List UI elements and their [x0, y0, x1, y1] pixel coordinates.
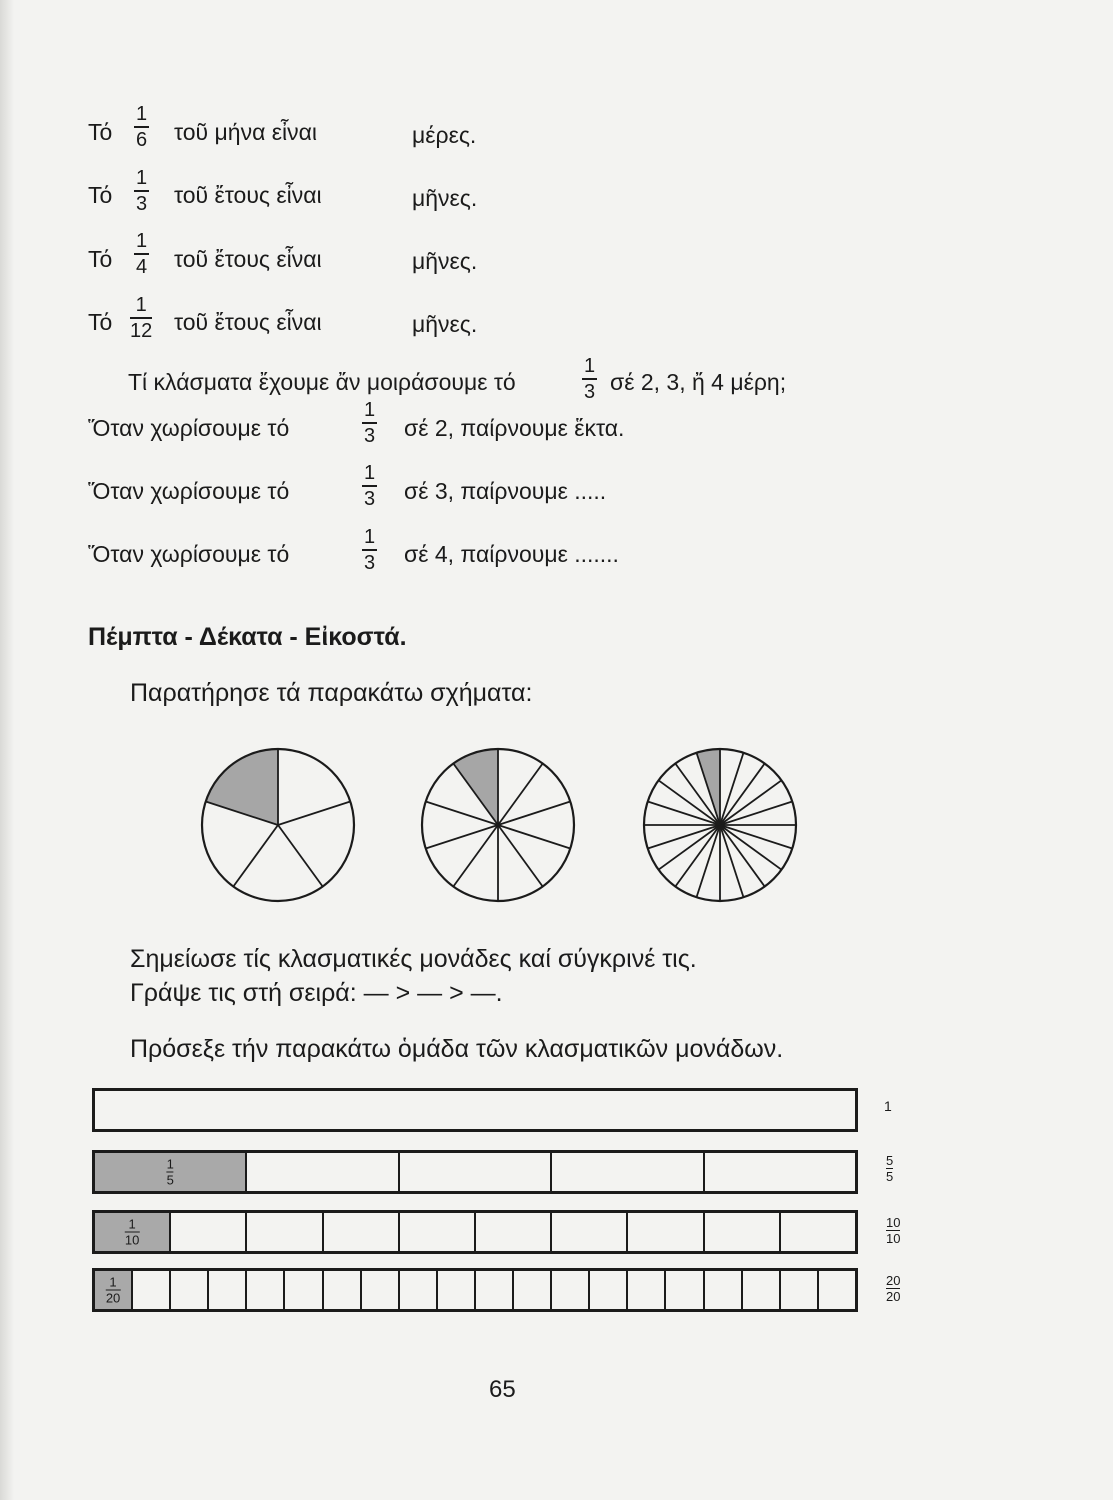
strip-cell — [590, 1271, 628, 1309]
page-edge — [0, 0, 14, 1500]
fraction: 1 12 — [130, 294, 153, 342]
strip-whole — [92, 1088, 858, 1132]
strip-cell — [552, 1153, 704, 1191]
cell-fraction: 1 20 — [105, 1274, 121, 1306]
line-tail: μῆνες. — [412, 185, 478, 211]
line-text: τοῦ ἔτους εἶναι — [174, 309, 322, 335]
split-text: Ὅταν χωρίσουμε τό — [88, 415, 290, 441]
strip-cell — [476, 1213, 552, 1251]
slice-divider — [233, 825, 278, 886]
strip-cell — [400, 1271, 438, 1309]
fraction: 1 3 — [364, 526, 376, 574]
fraction: 1 6 — [136, 103, 148, 151]
slice-divider — [498, 764, 543, 825]
shaded-cell — [95, 1271, 133, 1309]
pie-tenths — [422, 749, 574, 901]
section-title: Πέμπτα - Δέκατα - Εἰκοστά. — [88, 623, 407, 651]
strip-cell — [362, 1271, 400, 1309]
slice-divider — [648, 825, 720, 848]
fraction: 1 3 — [364, 462, 376, 510]
strip-cell — [171, 1213, 247, 1251]
line-text: τοῦ ἔτους εἶναι — [174, 246, 322, 272]
strip-cell — [552, 1213, 628, 1251]
strip-cell — [209, 1271, 247, 1309]
strip-right-label: 1 — [884, 1098, 892, 1114]
slice-divider — [278, 825, 323, 886]
note-units-instruction: Σημείωσε τίς κλασματικές μονάδες καί σύγκρινέ τις. — [130, 945, 697, 973]
line-tail: μέρες. — [412, 122, 477, 148]
slice-divider — [278, 802, 350, 825]
slice-divider — [720, 825, 765, 886]
slice-divider — [697, 825, 720, 897]
strip-cell — [247, 1213, 323, 1251]
split-tail: σέ 2, παίρνουμε ἕκτα. — [404, 415, 625, 441]
strip-twentieths — [92, 1268, 858, 1312]
strip-cell — [514, 1271, 552, 1309]
shaded-cell — [95, 1213, 171, 1251]
question-tail: σέ 2, 3, ἤ 4 μέρη; — [610, 369, 787, 395]
shaded-cell — [95, 1153, 247, 1191]
strip-cell — [400, 1213, 476, 1251]
attend-instruction: Πρόσεξε τήν παρακάτω ὁμάδα τῶν κλασματικῶν μονάδων. — [130, 1035, 784, 1063]
strip-cell — [743, 1271, 781, 1309]
slice-divider — [720, 825, 743, 897]
strip-cell — [705, 1213, 781, 1251]
slice-divider — [498, 825, 570, 848]
slice-divider — [453, 825, 498, 886]
line-tail: μῆνες. — [412, 248, 478, 274]
strip-cell — [666, 1271, 704, 1309]
cell-fraction: 1 5 — [166, 1156, 174, 1188]
pie-twentieths — [644, 749, 796, 901]
strip-right-fraction: 20 20 — [886, 1273, 901, 1304]
strip-cell — [781, 1271, 819, 1309]
page-number: 65 — [489, 1376, 516, 1403]
strip-cell — [285, 1271, 323, 1309]
cell-fraction: 1 10 — [124, 1216, 140, 1248]
slice-divider — [720, 753, 743, 825]
strip-cell — [628, 1213, 704, 1251]
line-prefix: Τό — [88, 309, 113, 335]
line-text: τοῦ ἔτους εἶναι — [174, 182, 322, 208]
pie-fifths — [202, 749, 354, 901]
split-tail: σέ 3, παίρνουμε ..... — [404, 478, 607, 504]
line-tail: μῆνες. — [412, 311, 478, 337]
slice-divider — [720, 825, 781, 870]
slice-divider — [498, 802, 570, 825]
observe-instruction: Παρατήρησε τά παρακάτω σχήματα: — [130, 679, 533, 707]
strip-cell — [705, 1153, 855, 1191]
strip-cell — [705, 1271, 743, 1309]
slice-divider — [720, 780, 781, 825]
strip-cell — [133, 1271, 171, 1309]
strip-cell — [476, 1271, 514, 1309]
split-tail: σέ 4, παίρνουμε ....... — [404, 541, 619, 567]
slice-divider — [659, 825, 720, 870]
fraction: 1 3 — [364, 399, 376, 447]
strip-cell — [324, 1271, 362, 1309]
line-prefix: Τό — [88, 119, 113, 145]
slice-divider — [720, 825, 792, 848]
strip-cell — [247, 1153, 399, 1191]
pie-figures — [190, 735, 810, 915]
line-prefix: Τό — [88, 246, 113, 272]
strip-cell — [400, 1153, 552, 1191]
question-text: Τί κλάσματα ἔχουμε ἄν μοιράσουμε τό — [128, 369, 516, 395]
strip-cell — [819, 1271, 855, 1309]
strip-right-fraction: 10 10 — [886, 1215, 901, 1246]
strip-right-fraction: 5 5 — [886, 1153, 894, 1184]
line-prefix: Τό — [88, 182, 113, 208]
strip-tenths — [92, 1210, 858, 1254]
strip-cell — [247, 1271, 285, 1309]
fraction: 1 3 — [136, 167, 148, 215]
line-text: τοῦ μήνα εἶναι — [174, 119, 318, 145]
slice-divider — [720, 764, 765, 825]
strip-cell — [171, 1271, 209, 1309]
slice-divider — [498, 825, 543, 886]
slice-divider — [648, 802, 720, 825]
fraction: 1 4 — [136, 230, 148, 278]
strip-fifths — [92, 1150, 858, 1194]
write-order-instruction: Γράψε τις στή σειρά: — > — > —. — [130, 979, 503, 1007]
strip-cell — [628, 1271, 666, 1309]
split-text: Ὅταν χωρίσουμε τό — [88, 541, 290, 567]
slice-divider — [426, 825, 498, 848]
strip-cell — [552, 1271, 590, 1309]
slice-divider — [675, 825, 720, 886]
slice-divider — [720, 802, 792, 825]
strip-cell — [438, 1271, 476, 1309]
strip-cell — [781, 1213, 855, 1251]
split-text: Ὅταν χωρίσουμε τό — [88, 478, 290, 504]
strip-cell — [324, 1213, 400, 1251]
fraction: 1 3 — [584, 355, 596, 403]
